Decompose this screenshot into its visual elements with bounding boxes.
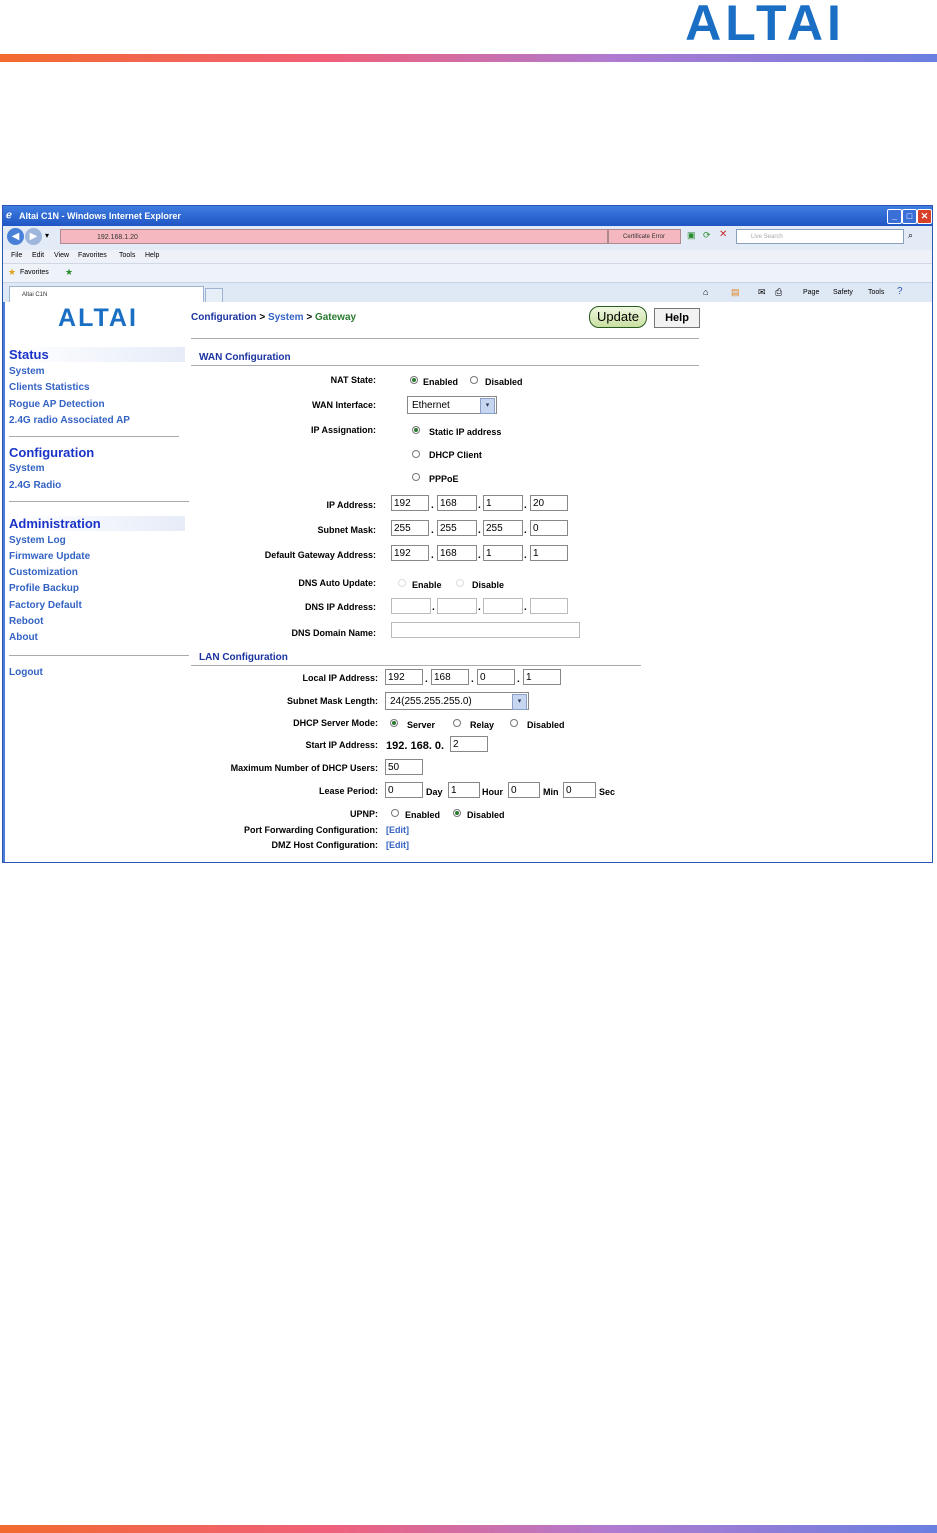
dns-octet-3[interactable] (483, 598, 523, 614)
url-text: 192.168.1.20 (97, 234, 138, 241)
forward-button[interactable]: ▶ (25, 228, 42, 245)
safety-menu[interactable]: Safety (833, 289, 853, 296)
dns-enable-radio[interactable] (398, 579, 406, 587)
compat-icon[interactable]: ▣ (687, 230, 696, 240)
history-dropdown-icon[interactable]: ▾ (45, 231, 50, 240)
mask-octet-1[interactable]: 255 (391, 520, 429, 536)
lease-day-input[interactable]: 0 (385, 782, 423, 798)
dhcp-server-label: Server (407, 720, 436, 730)
sidebar-item-reboot[interactable]: Reboot (9, 616, 44, 627)
update-button[interactable]: Update (589, 306, 647, 328)
sidebar-item-about[interactable]: About (9, 632, 38, 643)
sidebar-item-firmware-update[interactable]: Firmware Update (9, 551, 91, 562)
local-ip-octet-3[interactable]: 0 (477, 669, 515, 685)
dhcp-disabled-label: Disabled (527, 720, 565, 730)
sidebar-heading-configuration[interactable]: Configuration (9, 445, 95, 460)
max-users-label: Maximum Number of DHCP Users: (230, 763, 378, 773)
breadcrumb-current: Gateway (314, 312, 357, 323)
dns-octet-4[interactable] (530, 598, 568, 614)
dns-domain-input[interactable] (391, 622, 580, 638)
ip-octet-3[interactable]: 1 (483, 495, 523, 511)
mask-length-value: 24(255.255.255.0) (390, 696, 472, 707)
ip-octet-1[interactable]: 192 (391, 495, 429, 511)
breadcrumb-system[interactable]: System (267, 312, 304, 323)
wan-section-title: WAN Configuration (199, 352, 291, 363)
gw-octet-2[interactable]: 168 (437, 545, 477, 561)
dhcp-disabled-radio[interactable] (510, 719, 518, 727)
local-ip-octet-1[interactable]: 192 (385, 669, 423, 685)
cert-error-text: Certificate Error (623, 234, 666, 240)
help-button[interactable]: Help (654, 308, 700, 328)
minimize-button[interactable]: _ (887, 209, 902, 224)
lease-sec-unit: Sec (599, 787, 616, 797)
port-forwarding-label: Port Forwarding Configuration: (244, 825, 378, 835)
dns-octet-2[interactable] (437, 598, 477, 614)
close-button[interactable]: ✕ (917, 209, 932, 224)
breadcrumb-separator: > (306, 312, 313, 323)
read-mail-icon[interactable]: ✉ (758, 287, 766, 297)
search-placeholder: Live Search (751, 234, 783, 240)
tools-menu[interactable]: Tools (868, 289, 885, 296)
dns-auto-label: DNS Auto Update: (298, 578, 376, 588)
sidebar-item-config-system[interactable]: System (9, 463, 45, 474)
sidebar-divider (9, 501, 189, 502)
sidebar-item-profile-backup[interactable]: Profile Backup (9, 583, 80, 594)
certificate-error-button[interactable] (608, 229, 681, 244)
back-button[interactable]: ◀ (7, 228, 24, 245)
gateway-label: Default Gateway Address: (264, 550, 376, 560)
lease-hour-input[interactable]: 1 (448, 782, 480, 798)
nat-disabled-radio[interactable] (470, 376, 478, 384)
dhcp-server-radio[interactable] (390, 719, 398, 727)
page-menu[interactable]: Page (803, 289, 820, 296)
address-bar (3, 226, 932, 251)
stop-icon[interactable]: ✕ (719, 229, 728, 240)
page-logo-text: ALTAI (58, 306, 138, 328)
dns-disable-radio[interactable] (456, 579, 464, 587)
home-icon[interactable]: ⌂ (703, 287, 709, 297)
menu-help[interactable]: Help (145, 252, 160, 259)
ip-assignation-label: IP Assignation: (310, 425, 376, 435)
sidebar-divider (9, 436, 179, 437)
altai-logo (628, 0, 903, 44)
mask-length-label: Subnet Mask Length: (286, 696, 378, 706)
port-forwarding-edit-link[interactable]: [Edit] (386, 825, 409, 835)
sidebar-item-associated-ap[interactable]: 2.4G radio Associated AP (9, 415, 130, 426)
ip-address-label: IP Address: (326, 500, 376, 510)
lease-min-input[interactable]: 0 (508, 782, 540, 798)
browser-window (2, 205, 933, 863)
ip-static-radio[interactable] (412, 426, 420, 434)
nat-state-label: NAT State: (330, 375, 376, 385)
gw-octet-4[interactable]: 1 (530, 545, 568, 561)
ip-dhcp-label: DHCP Client (429, 450, 482, 460)
sidebar-item-status-system[interactable]: System (9, 366, 45, 377)
favorites-star-icon: ★ (8, 267, 17, 277)
window-titlebar (3, 206, 932, 226)
max-users-input[interactable]: 50 (385, 759, 423, 775)
lan-section-title: LAN Configuration (199, 652, 288, 663)
window-title: Altai C1N - Windows Internet Explorer (19, 211, 181, 221)
tab-title: Altai C1N (22, 292, 48, 298)
lease-hour-unit: Hour (482, 787, 503, 797)
dhcp-relay-label: Relay (470, 720, 495, 730)
nat-disabled-label: Disabled (485, 377, 523, 387)
upnp-label: UPNP: (349, 809, 378, 819)
menu-tools[interactable]: Tools (119, 252, 136, 259)
search-icon[interactable]: ⌕ (908, 230, 914, 240)
ie-icon: ℯ (6, 210, 12, 221)
chevron-down-icon: ▾ (512, 694, 527, 710)
local-ip-octet-2[interactable]: 168 (431, 669, 469, 685)
sidebar-item-clients-statistics[interactable]: Clients Statistics (9, 382, 90, 393)
menu-favorites[interactable]: Favorites (78, 252, 107, 259)
ip-pppoe-radio[interactable] (412, 473, 420, 481)
dhcp-mode-label: DHCP Server Mode: (293, 718, 378, 728)
dns-disable-label: Disable (472, 580, 505, 590)
gw-octet-3[interactable]: 1 (483, 545, 523, 561)
header-divider (0, 54, 937, 62)
ip-dhcp-radio[interactable] (412, 450, 420, 458)
add-favorite-icon[interactable]: ★ (65, 267, 74, 277)
wan-interface-label: WAN Interface: (311, 400, 376, 410)
lease-day-unit: Day (426, 787, 443, 797)
breadcrumb-divider (191, 338, 699, 339)
dhcp-relay-radio[interactable] (453, 719, 461, 727)
upnp-enabled-label: Enabled (405, 810, 441, 820)
menu-view[interactable]: View (54, 252, 70, 259)
search-input[interactable] (736, 229, 904, 244)
breadcrumb-configuration[interactable]: Configuration (191, 312, 257, 323)
mask-octet-3[interactable]: 255 (483, 520, 523, 536)
menu-file[interactable]: File (11, 252, 23, 259)
maximize-button[interactable]: □ (902, 209, 917, 224)
upnp-enabled-radio[interactable] (391, 809, 399, 817)
dmz-host-edit-link[interactable]: [Edit] (386, 840, 409, 850)
mask-octet-4[interactable]: 0 (530, 520, 568, 536)
wan-interface-value: Ethernet (412, 400, 450, 411)
lease-min-unit: Min (543, 787, 559, 797)
gw-octet-1[interactable]: 192 (391, 545, 429, 561)
ip-pppoe-label: PPPoE (429, 474, 459, 484)
tab-bar (3, 282, 932, 304)
sidebar-item-system-log[interactable]: System Log (9, 535, 66, 546)
start-ip-last-octet[interactable]: 2 (450, 736, 488, 752)
dns-ip-label: DNS IP Address: (304, 602, 376, 612)
dmz-host-label: DMZ Host Configuration: (271, 840, 378, 850)
chevron-down-icon: ▾ (480, 398, 495, 414)
page-content: ALTAI Configuration > System > Gateway Update Help Status System Clients Statistics Rogue AP Detection 2.4G radio Associated AP Configuration System 2.4G Radio Administration System Log Firmware Update Customization Profile Backup Factory Default Reboot About Logout WAN Configuration NAT State: Enabled Disabled WAN Interface: Ethernet ▾ IP Assignation: Static IP address DHCP Client PPPoE IP Address: 192 . 168 . 1 . 20 Subnet Mask: 255 . 255 . 255 . 0 Default Gateway Address: 192 . 168 . 1 . 1 DNS Auto Update: Enable Disable DNS IP Address: . . . DNS Domain Name: LAN Configuration Local IP Address: 192 . 168 . 0 . 1 Subnet Mask Length: 24(255.255.255.0) ▾ DHCP Server Mode: Server Relay Disabled Start IP Address: 192. 168. 0. 2 Maximum Number of DHCP Users: 50 Lease Period: 0 Day 1 Hour 0 Min 0 Sec UPNP: Enabled Disabled Port Forwarding Configuration: [Edit] DMZ Host Configuration: [Edit] (3, 302, 932, 862)
altai-logo-text: ALTAI (685, 0, 845, 44)
start-ip-label: Start IP Address: (305, 740, 378, 750)
start-ip-prefix: 192. 168. 0. (386, 740, 445, 752)
sidebar-item-factory-default[interactable]: Factory Default (9, 600, 82, 611)
dns-domain-label: DNS Domain Name: (291, 628, 376, 638)
sidebar-item-rogue-ap[interactable]: Rogue AP Detection (9, 399, 105, 410)
lease-period-label: Lease Period: (318, 786, 378, 796)
sidebar-divider (9, 655, 189, 656)
url-input[interactable] (60, 229, 608, 244)
wan-divider (191, 365, 699, 366)
favorites-bar (3, 263, 932, 283)
footer-divider (0, 1525, 937, 1533)
sidebar-item-customization[interactable]: Customization (9, 567, 78, 578)
ip-static-label: Static IP address (429, 427, 502, 437)
upnp-disabled-radio[interactable] (453, 809, 461, 817)
mask-octet-2[interactable]: 255 (437, 520, 477, 536)
page-logo (25, 306, 171, 328)
print-icon[interactable]: ⎙ (775, 287, 783, 297)
sidebar-heading-status[interactable]: Status (9, 347, 185, 362)
local-ip-label: Local IP Address: (302, 673, 378, 683)
sidebar-heading-administration[interactable]: Administration (9, 516, 185, 531)
lease-sec-input[interactable]: 0 (563, 782, 596, 798)
feeds-icon[interactable]: ▤ (731, 287, 740, 297)
lan-divider (191, 665, 641, 666)
ip-octet-4[interactable]: 20 (530, 495, 568, 511)
tab-altai[interactable] (9, 286, 204, 302)
favorites-button[interactable]: Favorites (20, 269, 49, 276)
dns-enable-label: Enable (412, 580, 442, 590)
menu-edit[interactable]: Edit (32, 252, 45, 259)
sidebar-item-radio[interactable]: 2.4G Radio (9, 480, 62, 491)
ip-octet-2[interactable]: 168 (437, 495, 477, 511)
sidebar-logout[interactable]: Logout (9, 667, 43, 678)
nat-enabled-label: Enabled (423, 377, 459, 387)
nat-enabled-radio[interactable] (410, 376, 418, 384)
refresh-icon[interactable]: ⟳ (703, 230, 711, 240)
local-ip-octet-4[interactable]: 1 (523, 669, 561, 685)
breadcrumb-separator: > (259, 312, 266, 323)
mask-length-select[interactable] (385, 692, 529, 710)
dns-octet-1[interactable] (391, 598, 431, 614)
breadcrumb (191, 312, 356, 323)
help-icon[interactable]: ? (897, 286, 903, 297)
upnp-disabled-label: Disabled (467, 810, 505, 820)
subnet-mask-label: Subnet Mask: (317, 525, 376, 535)
wan-interface-select[interactable] (407, 396, 497, 414)
menu-bar (3, 250, 932, 263)
